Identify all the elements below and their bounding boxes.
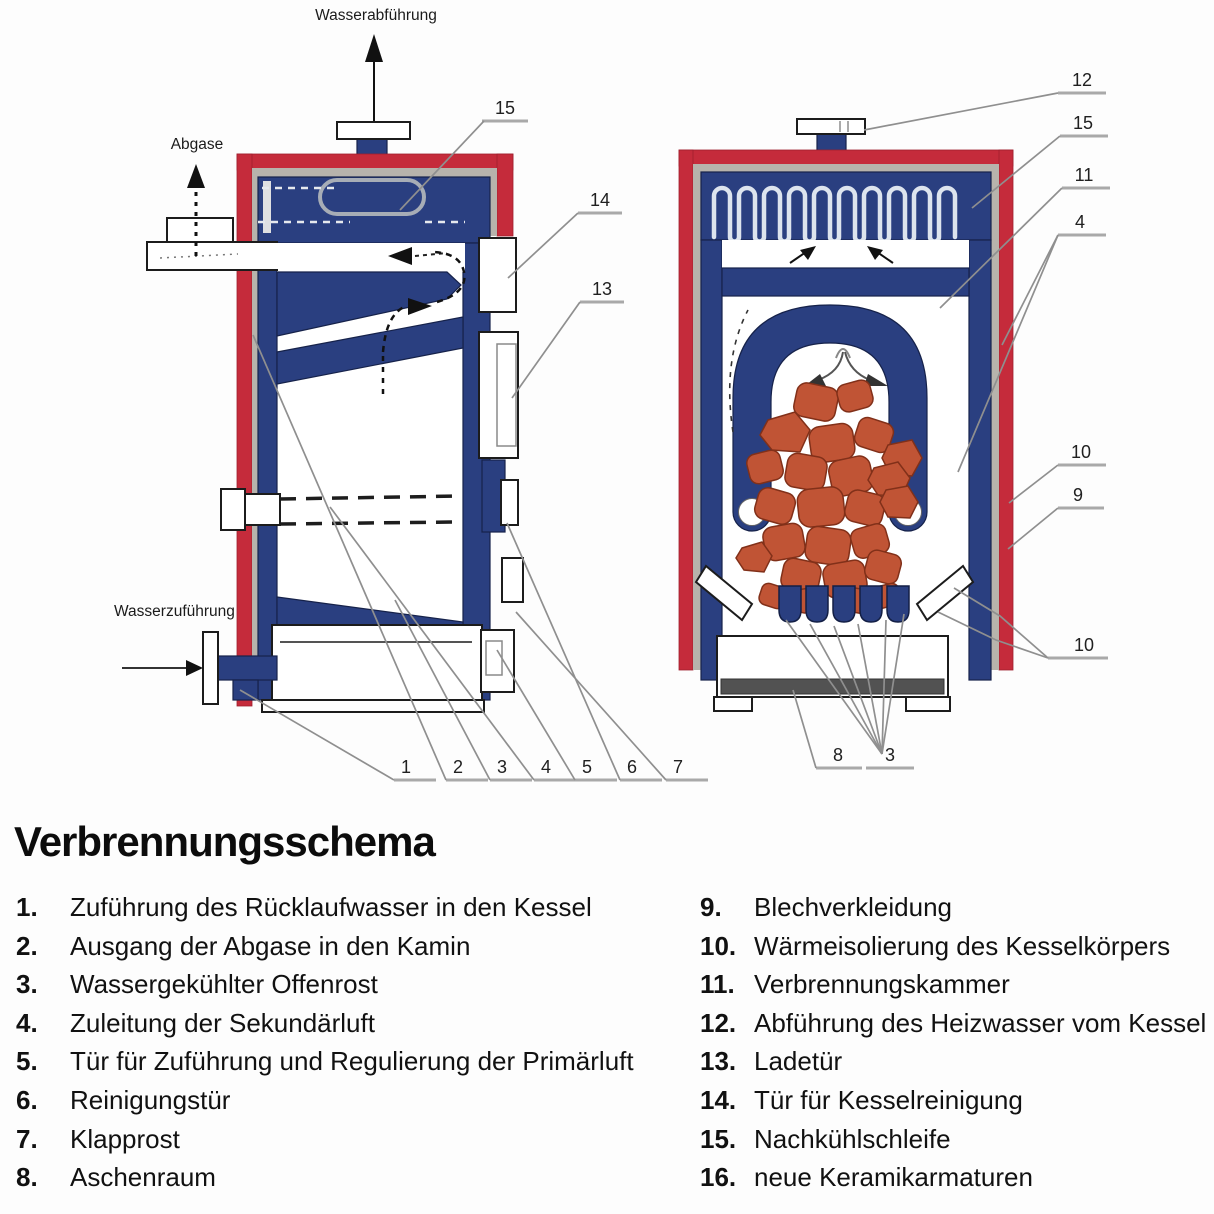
left-boiler-diagram <box>114 7 708 780</box>
legend-column-left <box>16 888 688 1197</box>
flange-plate-right <box>797 119 865 134</box>
legend-item <box>16 1158 688 1197</box>
secondary-air-flange <box>221 489 245 530</box>
legend-label: Blechverkleidung <box>754 892 953 922</box>
water-in-arrow-icon <box>122 660 203 676</box>
legend-item <box>16 1042 688 1081</box>
legend-item <box>700 1042 1212 1081</box>
legend-item <box>700 1081 1212 1120</box>
callout-9 <box>1008 485 1104 549</box>
svg-text:8: 8 <box>832 745 844 765</box>
flange-plate <box>337 122 410 139</box>
legend-number: 2. <box>16 930 38 961</box>
legend-label: Nachkühlschleife <box>754 1123 951 1154</box>
svg-text:15: 15 <box>1072 113 1094 133</box>
svg-text:10: 10 <box>1073 635 1095 655</box>
label-exhaust: Abgase <box>170 136 224 153</box>
grate-teeth <box>779 586 909 622</box>
return-water-stub <box>218 656 277 680</box>
legend-label: Ladetür <box>754 1046 843 1077</box>
callout-10-upper <box>1009 442 1106 503</box>
jacket-right <box>969 240 991 680</box>
svg-text:9: 9 <box>1072 485 1084 505</box>
svg-text:7: 7 <box>672 757 684 777</box>
svg-text:15: 15 <box>494 98 516 118</box>
svg-text:10: 10 <box>1070 442 1092 462</box>
flue-channel-upper <box>277 243 465 272</box>
page-title: Verbrennungsschema <box>14 818 435 865</box>
small-door-stub <box>501 480 518 525</box>
legend-number: 5. <box>16 1046 38 1077</box>
svg-text:13: 13 <box>591 279 613 299</box>
right-boiler-diagram <box>679 70 1110 768</box>
legend-label: Tür für Zuführung und Regulierung der Primärluft <box>70 1046 634 1077</box>
svg-text:4: 4 <box>1074 212 1086 232</box>
legend-label: Wassergekühlter Offenrost <box>70 969 378 1000</box>
legend-item <box>700 1158 1212 1197</box>
return-water-stub2 <box>233 680 258 700</box>
legend-number: 3. <box>16 969 38 1000</box>
legend-number: 14. <box>700 1084 737 1115</box>
svg-text:6: 6 <box>626 757 638 777</box>
legend-item <box>700 1120 1212 1159</box>
legend-item <box>16 888 688 927</box>
legend-number: 9. <box>700 892 722 922</box>
legend-label: Wärmeisolierung des Kesselkörpers <box>754 930 1171 961</box>
legend-item <box>16 1120 688 1159</box>
legend-item <box>700 965 1212 1004</box>
legend-item <box>16 1081 688 1120</box>
legend-label: Tür für Kesselreinigung <box>754 1084 1023 1115</box>
legend-number: 6. <box>16 1084 38 1115</box>
legend-number: 7. <box>16 1123 38 1154</box>
svg-text:3: 3 <box>884 745 896 765</box>
gas-band <box>722 240 969 268</box>
legend-item <box>700 927 1212 966</box>
callout-13 <box>512 279 624 398</box>
legend-number: 12. <box>700 1007 737 1038</box>
leg-left <box>714 697 752 711</box>
leg-right <box>906 697 950 711</box>
svg-text:14: 14 <box>589 190 611 210</box>
legend-number: 13. <box>700 1046 737 1077</box>
svg-text:12: 12 <box>1071 70 1093 90</box>
legend-label: neue Keramikarmaturen <box>754 1162 1033 1193</box>
svg-text:4: 4 <box>540 757 552 777</box>
legend-item <box>700 888 1212 927</box>
up-arrow-icon <box>365 34 383 124</box>
legend-number: 11. <box>700 969 735 1000</box>
legend-item <box>16 927 688 966</box>
legend-number: 16. <box>700 1162 737 1193</box>
flue-outlet-step <box>167 218 233 243</box>
coil-block <box>701 172 991 240</box>
legend-label: Reinigungstür <box>70 1084 231 1115</box>
loading-door <box>479 332 518 458</box>
jacket-crossbar <box>722 268 969 296</box>
callout-8 <box>793 690 862 768</box>
legend-number: 8. <box>16 1162 38 1193</box>
legend-label: Ausgang der Abgase in den Kamin <box>70 930 471 961</box>
legend-number: 10. <box>700 930 737 961</box>
legend-number: 1. <box>16 892 38 922</box>
svg-text:11: 11 <box>1074 165 1094 185</box>
legend-label: Klapprost <box>70 1123 180 1154</box>
secondary-air-stub <box>245 494 280 525</box>
legend-number: 15. <box>700 1123 737 1154</box>
legend-label: Zuführung des Rücklaufwasser in den Kessel <box>70 892 592 922</box>
legend-column-right <box>700 888 1212 1197</box>
svg-text:3: 3 <box>496 757 508 777</box>
legend-label: Verbrennungskammer <box>754 969 1010 1000</box>
legend-item <box>16 1004 688 1043</box>
legend-number: 4. <box>16 1007 38 1038</box>
label-water-inlet: Wasserzuführung <box>114 603 235 620</box>
jacket-left <box>701 240 722 680</box>
ash-chamber <box>272 625 482 700</box>
flue-outlet-pipe <box>147 242 278 270</box>
legend-item <box>16 965 688 1004</box>
label-water-outlet: Wasserabführung <box>315 7 437 24</box>
svg-text:1: 1 <box>400 757 412 777</box>
ash-bar <box>721 679 944 694</box>
svg-text:5: 5 <box>581 757 593 777</box>
legend-label: Abführung des Heizwasser vom Kessel <box>754 1007 1207 1038</box>
callout-12 <box>864 70 1106 130</box>
legend-label: Zuleitung der Sekundärluft <box>70 1007 375 1038</box>
callout-14 <box>508 190 622 278</box>
return-water-flange <box>203 632 218 704</box>
cleaning-door-bottom <box>502 558 523 602</box>
legend-label: Aschenraum <box>70 1162 216 1193</box>
legend-item <box>700 1004 1212 1043</box>
svg-text:2: 2 <box>452 757 464 777</box>
